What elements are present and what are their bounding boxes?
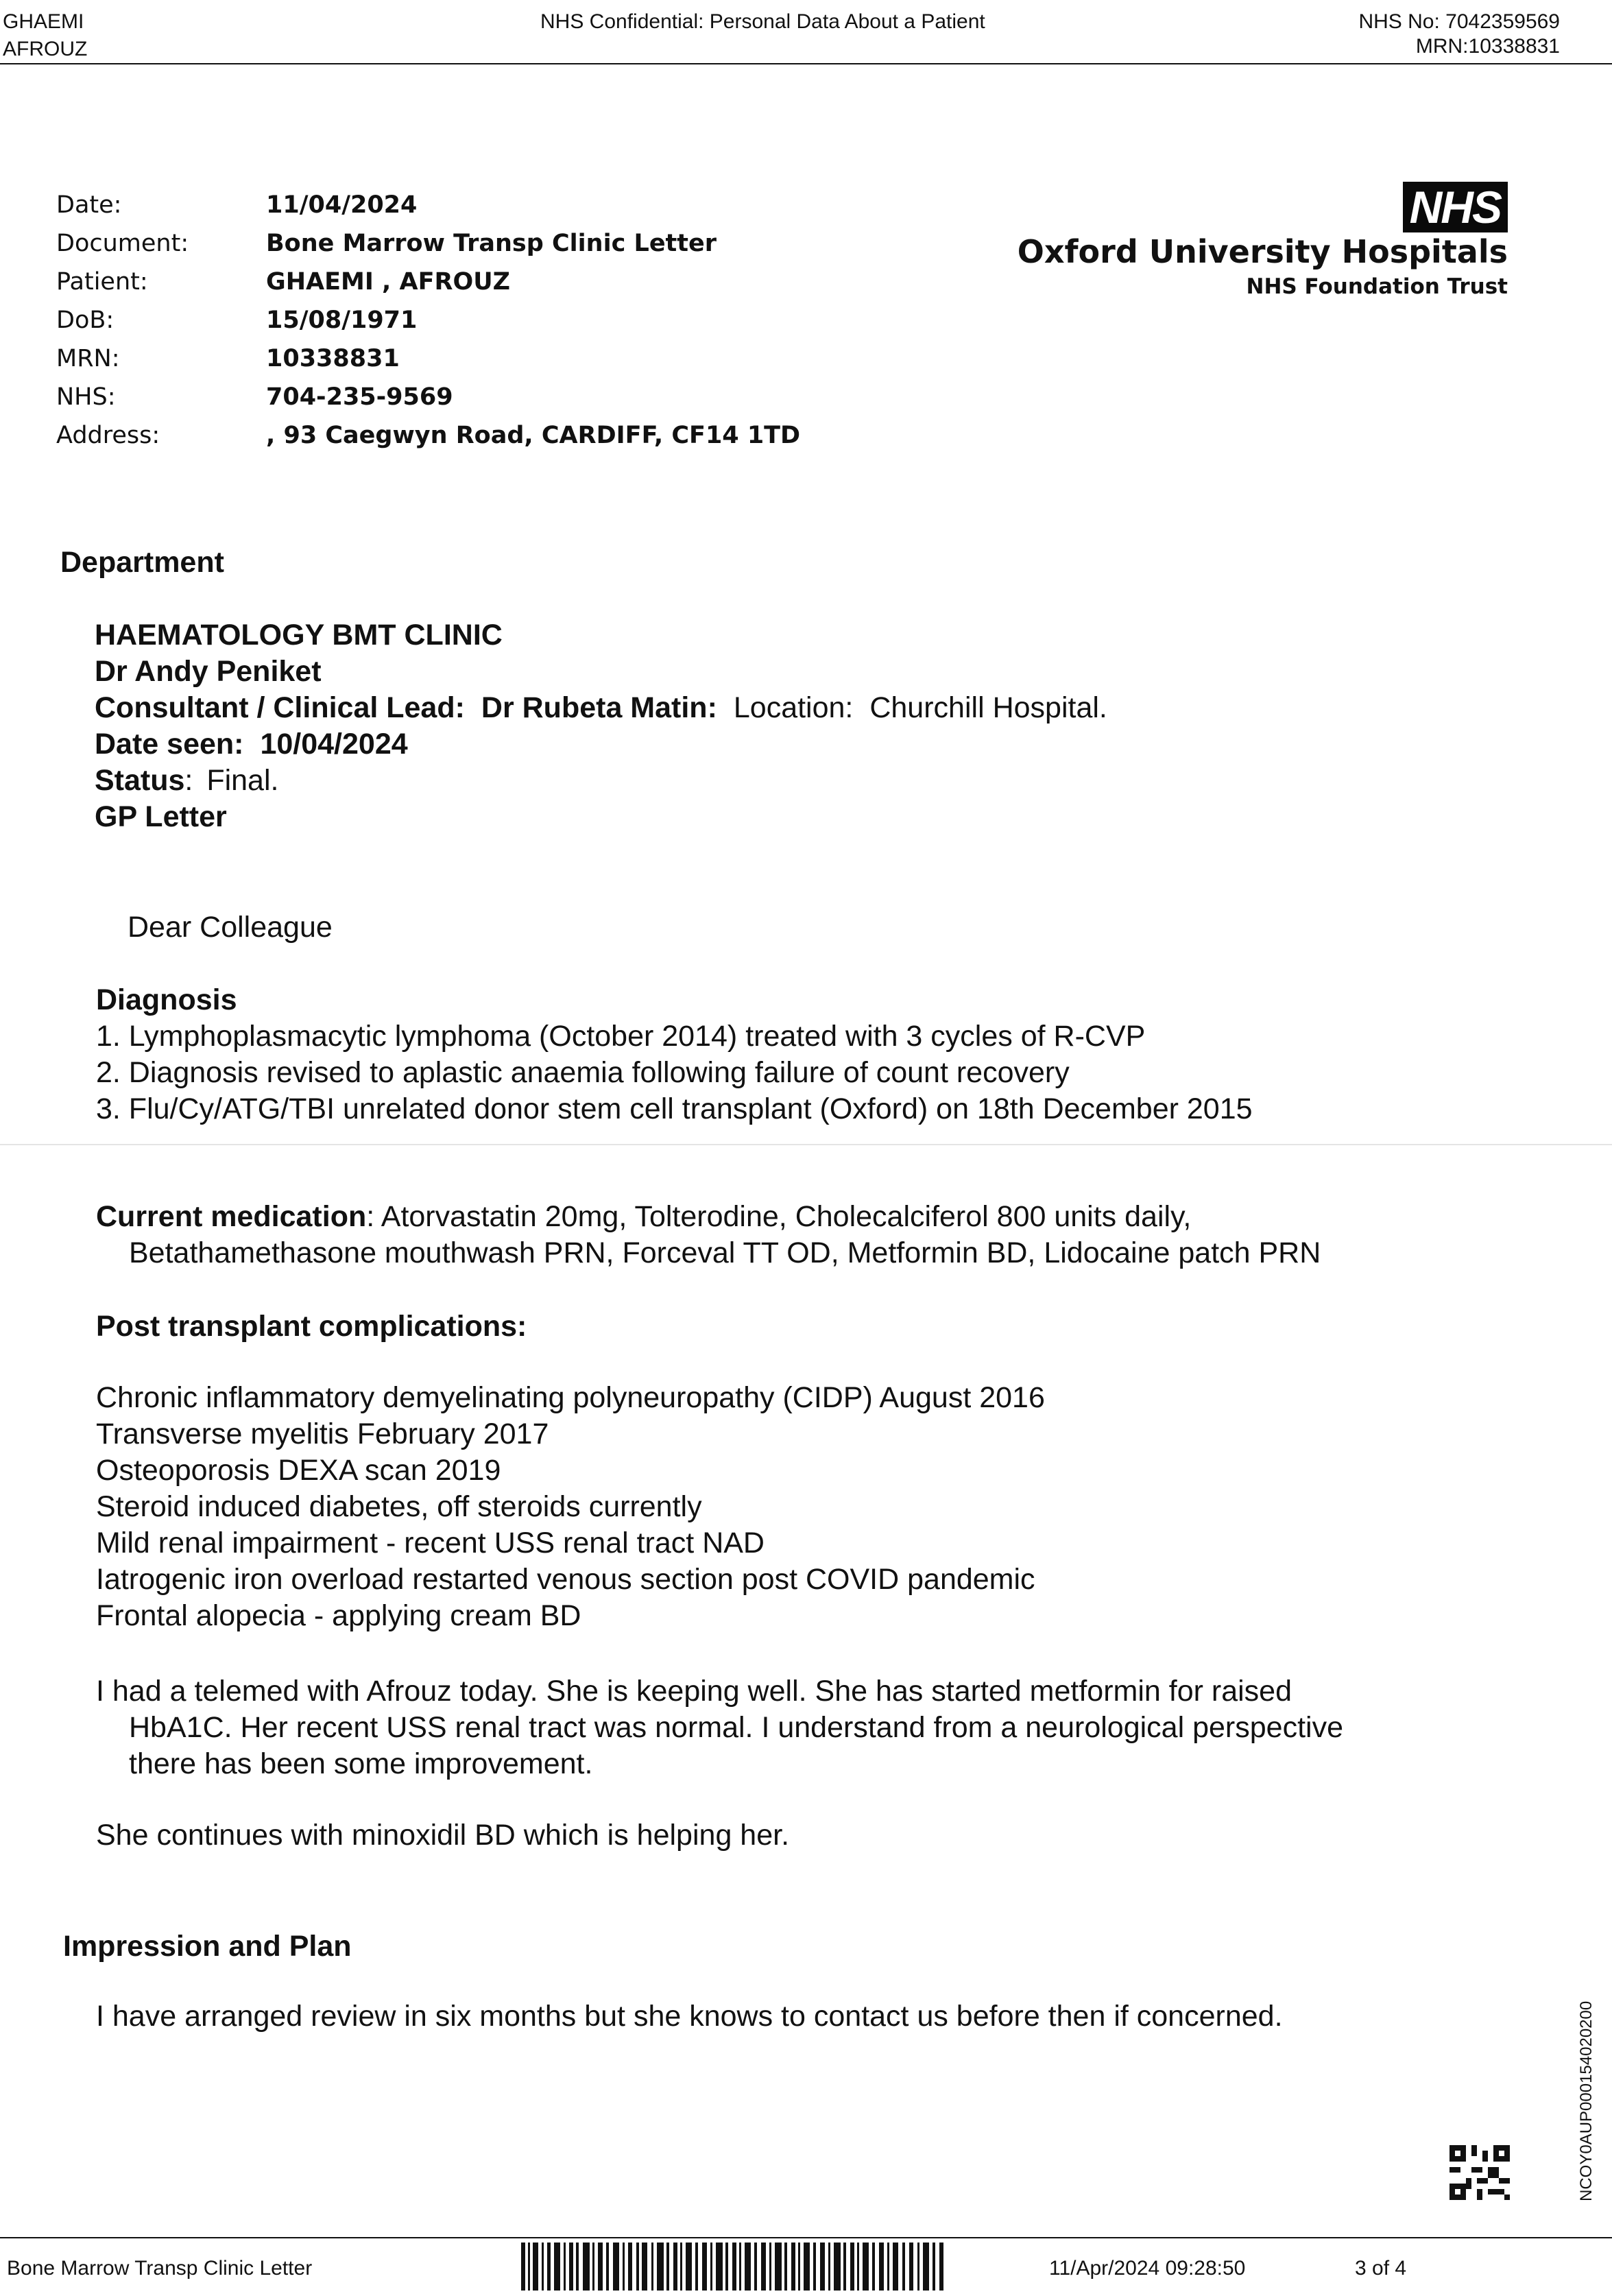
- status-label: Status: [95, 764, 185, 797]
- meta-address-label: Address:: [56, 422, 160, 449]
- narrative-paragraph-2: She continues with minoxidil BD which is helping her.: [96, 1819, 790, 1852]
- complication-item: Mild renal impairment - recent USS renal tract NAD: [96, 1527, 765, 1559]
- narrative-paragraph-1: [96, 1673, 1343, 1782]
- complication-item: Transverse myelitis February 2017: [96, 1418, 549, 1450]
- nhs-badge: NHS: [1403, 182, 1508, 232]
- header-mrn: MRN:10338831: [1415, 35, 1560, 58]
- meta-nhs-label: NHS:: [56, 383, 116, 411]
- header-nhs-number: NHS No: 7042359569: [1358, 10, 1560, 33]
- meta-document-label: Document:: [56, 230, 189, 257]
- meta-date-label: Date:: [56, 191, 122, 219]
- header-patient-forename: AFROUZ: [3, 38, 88, 60]
- diagnosis-item: 2. Diagnosis revised to aplastic anaemia following failure of count recovery: [96, 1056, 1070, 1089]
- header-confidential-notice: NHS Confidential: Personal Data About a Patient: [540, 10, 985, 33]
- complication-item: Chronic inflammatory demyelinating polyneuropathy (CIDP) August 2016: [96, 1381, 1045, 1414]
- diagnosis-item: 3. Flu/Cy/ATG/TBI unrelated donor stem cell transplant (Oxford) on 18th December 2015: [96, 1092, 1253, 1125]
- side-document-code: NCOY0AUP00015402020​0: [1577, 2000, 1596, 2201]
- consultant-label: Consultant / Clinical Lead:: [95, 691, 465, 724]
- meta-nhs-value: 704-235-9569: [266, 383, 453, 411]
- status-line: Status: Final.: [95, 764, 279, 797]
- plan-text: I have arranged review in six months but she knows to contact us before then if concerned.: [96, 2000, 1283, 2033]
- diagnosis-heading: Diagnosis: [96, 983, 237, 1016]
- date-seen-label: Date seen:: [95, 728, 244, 761]
- narrative-line: I had a telemed with Afrouz today. She is keeping well. She has started metformin for raised: [96, 1675, 1292, 1708]
- footer-timestamp: 11/Apr/2024 09:28:50: [1049, 2257, 1246, 2280]
- complication-item: Iatrogenic iron overload restarted venous section post COVID pandemic: [96, 1563, 1035, 1596]
- footer-page-number: 3 of 4: [1355, 2257, 1407, 2280]
- complication-item: Osteoporosis DEXA scan 2019: [96, 1454, 501, 1487]
- narrative-line: HbA1C. Her recent USS renal tract was normal. I understand from a neurological perspective: [129, 1711, 1343, 1744]
- consultant-name: Dr Rubeta Matin: [481, 691, 708, 724]
- consultant-line: Consultant / Clinical Lead: Dr Rubeta Matin: Location: Churchill Hospital.: [95, 691, 1107, 724]
- medication-line-1: Current medication: Atorvastatin 20mg, Tolterodine, Cholecalciferol 800 units daily,: [96, 1200, 1192, 1233]
- footer-document-title: Bone Marrow Transp Clinic Letter: [7, 2257, 313, 2280]
- meta-patient-value: GHAEMI , AFROUZ: [266, 268, 511, 296]
- header-rule: [0, 63, 1612, 64]
- meta-address-value: , 93 Caegwyn Road, CARDIFF, CF14 1TD: [266, 422, 801, 449]
- header-patient-surname: GHAEMI: [3, 10, 84, 33]
- narrative-line: there has been some improvement.: [129, 1747, 593, 1780]
- medication-label: Current medication: [96, 1200, 367, 1233]
- complication-item: Steroid induced diabetes, off steroids currently: [96, 1490, 702, 1523]
- location-value: Churchill Hospital.: [869, 691, 1107, 724]
- diagnosis-item: 1. Lymphoplasmacytic lymphoma (October 2014) treated with 3 cycles of R-CVP: [96, 1020, 1146, 1053]
- complications-list: [96, 1380, 1045, 1634]
- complication-item: Frontal alopecia - applying cream BD: [96, 1599, 581, 1632]
- date-seen-value: 10/04/2024: [260, 728, 408, 761]
- doctor-name: Dr Andy Peniket: [95, 655, 322, 688]
- meta-mrn-value: 10338831: [266, 345, 400, 372]
- meta-document-value: Bone Marrow Transp Clinic Letter: [266, 230, 717, 257]
- diagnosis-section: [96, 982, 1253, 1127]
- medication-section: [96, 1199, 1321, 1271]
- department-heading: Department: [60, 546, 224, 579]
- department-block: [95, 617, 1107, 835]
- meta-patient-label: Patient:: [56, 268, 148, 296]
- meta-dob-label: DoB:: [56, 307, 115, 334]
- status-value: Final.: [206, 764, 279, 797]
- salutation: Dear Colleague: [128, 911, 333, 944]
- qr-code-icon: [1449, 2145, 1510, 2200]
- logo-trust-name: NHS Foundation Trust: [1246, 274, 1508, 299]
- barcode-icon: [521, 2238, 946, 2293]
- clinic-name: HAEMATOLOGY BMT CLINIC: [95, 619, 503, 651]
- complications-heading: Post transplant complications:: [96, 1310, 527, 1343]
- meta-mrn-label: MRN:: [56, 345, 120, 372]
- medication-list-part-1: Atorvastatin 20mg, Tolterodine, Cholecalciferol 800 units daily,: [381, 1200, 1192, 1233]
- location-label: Location:: [733, 691, 854, 724]
- page-fold: [0, 1144, 1612, 1145]
- logo-org-name: Oxford University Hospitals: [1017, 233, 1508, 270]
- medication-list-part-2: Betathamethasone mouthwash PRN, Forceval TT OD, Metformin BD, Lidocaine patch PRN: [129, 1236, 1321, 1269]
- gp-letter-label: GP Letter: [95, 800, 227, 833]
- meta-dob-value: 15/08/1971: [266, 307, 418, 334]
- meta-date-value: 11/04/2024: [266, 191, 418, 219]
- plan-heading: Impression and Plan: [63, 1930, 352, 1963]
- nhs-logo: [1403, 182, 1508, 232]
- date-seen-line: [95, 726, 1107, 763]
